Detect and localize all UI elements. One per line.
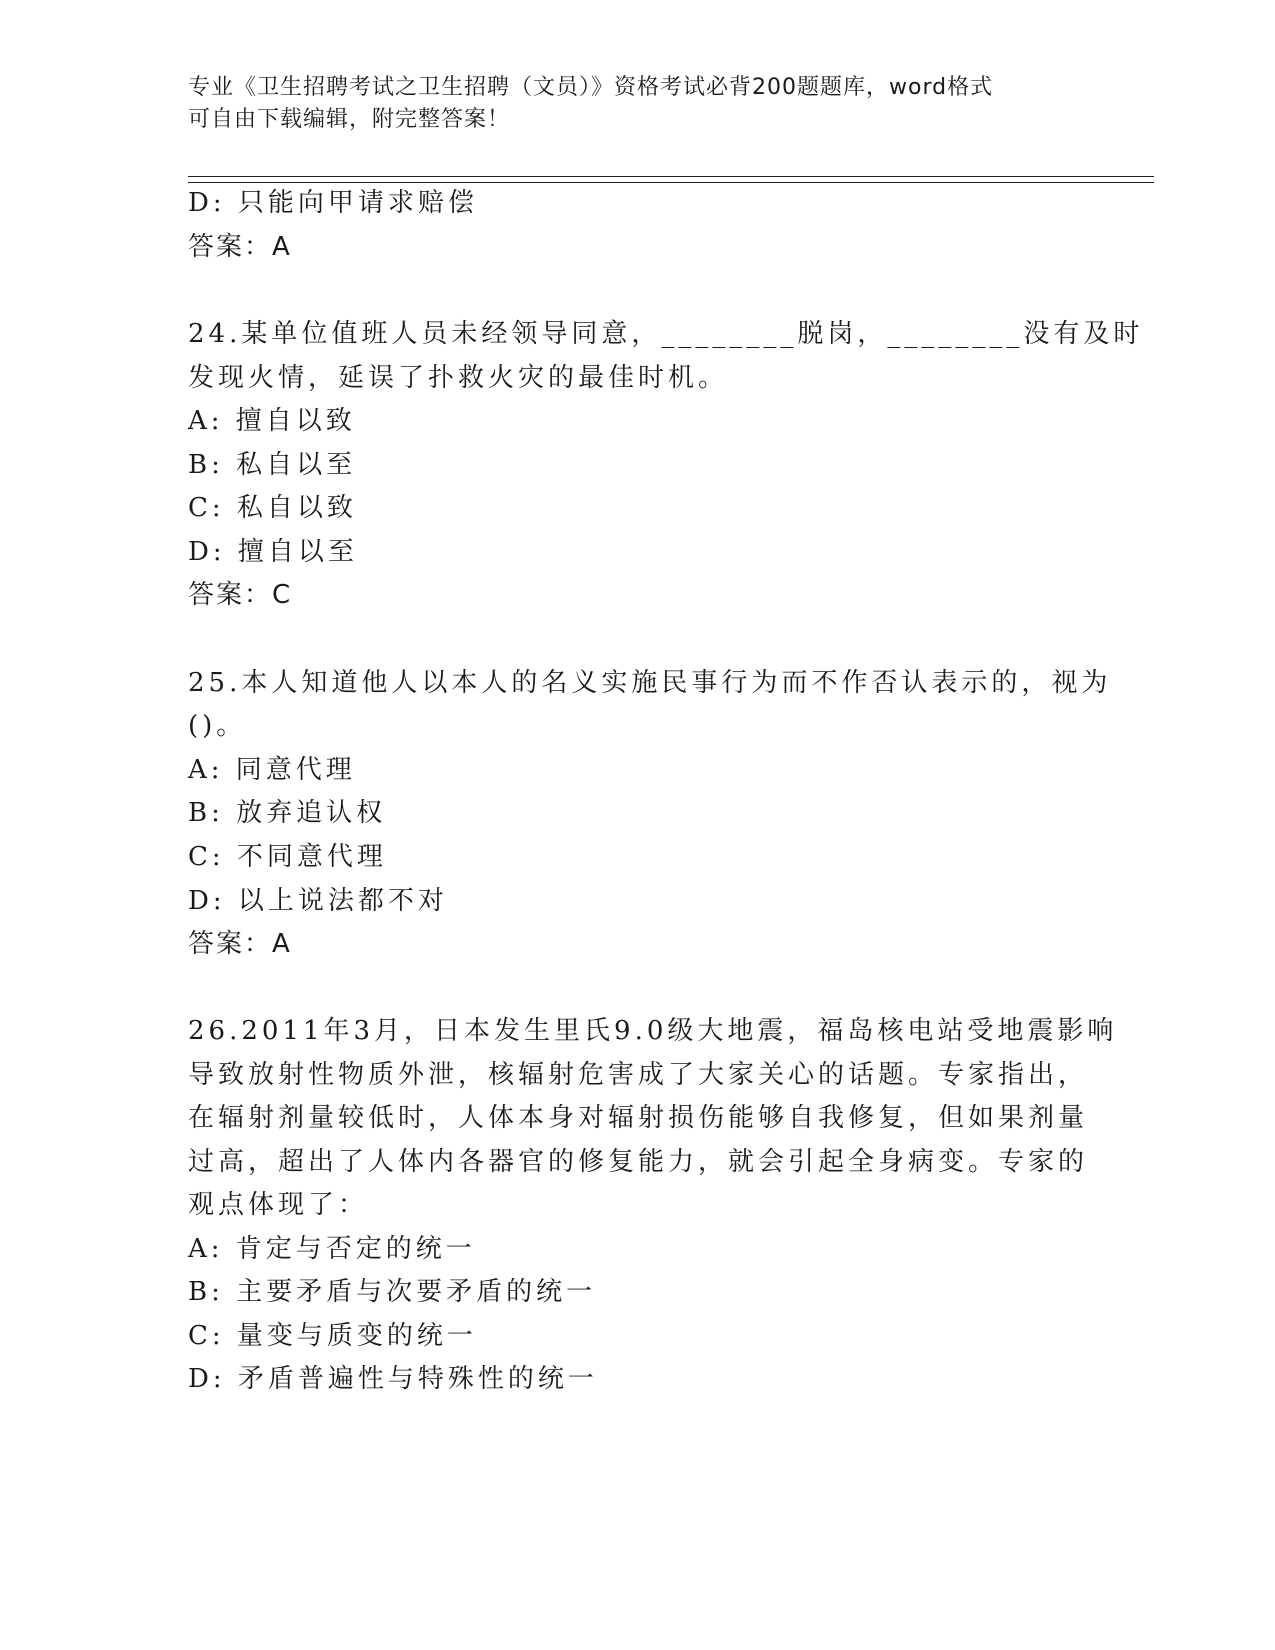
q24-option-d: D: 擅自以至 bbox=[188, 537, 358, 567]
q25-stem-line-2: ()。 bbox=[188, 711, 247, 741]
q26-option-d: D: 矛盾普遍性与特殊性的统一 bbox=[188, 1364, 598, 1394]
q24-option-c: C: 私自以致 bbox=[188, 493, 357, 523]
q24-option-b: B: 私自以至 bbox=[188, 450, 357, 480]
document-header bbox=[188, 72, 1088, 136]
q24-answer: 答案：C bbox=[188, 580, 293, 610]
q25-option-d: D: 以上说法都不对 bbox=[188, 886, 448, 916]
q26-stem-line-3: 在辐射剂量较低时，人体本身对辐射损伤能够自我修复，但如果剂量 bbox=[188, 1103, 1089, 1133]
prev-answer: 答案：A bbox=[188, 232, 292, 262]
q24-stem-line-2: 发现火情，延误了扑救火灾的最佳时机。 bbox=[188, 363, 729, 393]
q25-answer: 答案：A bbox=[188, 929, 292, 959]
q26-stem-line-4: 过高，超出了人体内各器官的修复能力，就会引起全身病变。专家的 bbox=[188, 1147, 1089, 1177]
q24-stem-line-1: 24.某单位值班人员未经领导同意，________脱岗，________没有及时 bbox=[188, 319, 1144, 349]
header-line-1: 专业《卫生招聘考试之卫生招聘（文员）》资格考试必背200题题库，word格式 bbox=[188, 75, 994, 100]
q25-option-c: C: 不同意代理 bbox=[188, 842, 387, 872]
q25-stem-line-1: 25.本人知道他人以本人的名义实施民事行为而不作否认表示的，视为 bbox=[188, 668, 1112, 698]
prev-option-d: D: 只能向甲请求赔偿 bbox=[188, 188, 478, 218]
q26-stem-line-5: 观点体现了： bbox=[188, 1190, 369, 1220]
q26-stem-line-2: 导致放射性物质外泄，核辐射危害成了大家关心的话题。专家指出， bbox=[188, 1060, 1089, 1090]
header-rule-bottom bbox=[188, 182, 1154, 183]
q26-option-b: B: 主要矛盾与次要矛盾的统一 bbox=[188, 1277, 597, 1307]
q25-option-a: A: 同意代理 bbox=[188, 755, 356, 785]
header-line-2: 可自由下载编辑，附完整答案！ bbox=[188, 107, 511, 132]
q26-option-c: C: 量变与质变的统一 bbox=[188, 1321, 477, 1351]
header-rule-top bbox=[188, 176, 1154, 177]
q26-stem-line-1: 26.2011年3月，日本发生里氏9.0级大地震，福岛核电站受地震影响 bbox=[188, 1016, 1118, 1046]
q26-option-a: A: 肯定与否定的统一 bbox=[188, 1234, 476, 1264]
q24-option-a: A: 擅自以致 bbox=[188, 406, 356, 436]
q25-option-b: B: 放弃追认权 bbox=[188, 798, 387, 828]
